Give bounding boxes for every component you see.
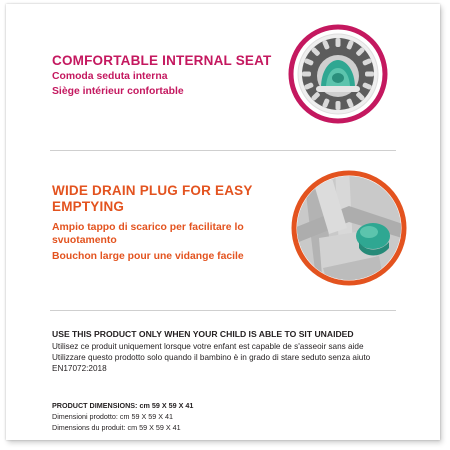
feature-subtitle-it: Comoda seduta interna — [52, 71, 168, 82]
dimensions-en: PRODUCT DIMENSIONS: cm 59 X 59 X 41 — [52, 401, 194, 410]
warning-text-it: Utilizzare questo prodotto solo quando il bambino è in grado di stare seduto senza aiuto — [52, 352, 371, 362]
product-dimensions — [52, 400, 193, 433]
feature-subtitle-it: Ampio tappo di scarico per facilitare lo svuotamento — [52, 222, 244, 246]
feature-drain-plug — [6, 156, 440, 306]
dimensions-it: Dimensioni prodotto: cm 59 X 59 X 41 — [52, 412, 174, 421]
feature-subtitle-fr: Siège intérieur confortable — [52, 86, 184, 97]
internal-seat-illustration — [288, 24, 388, 124]
warning-heading: USE THIS PRODUCT ONLY WHEN YOUR CHILD IS ABLE TO SIT UNAIDED — [52, 329, 354, 339]
warning-text-fr: Utilisez ce produit uniquement lorsque votre enfant est capable de s'asseoir sans aide — [52, 341, 364, 351]
section-divider — [50, 310, 396, 311]
product-info-card — [6, 4, 440, 440]
section-divider — [50, 150, 396, 151]
feature-subtitle-fr: Bouchon large pour une vidange facile — [52, 251, 244, 262]
safety-warning — [52, 329, 422, 374]
drain-plug-illustration — [289, 168, 409, 288]
feature-title: COMFORTABLE INTERNAL SEAT — [52, 53, 272, 68]
dimensions-fr: Dimensions du produit: cm 59 X 59 X 41 — [52, 423, 181, 432]
safety-standard: EN17072:2018 — [52, 363, 107, 373]
feature-title: WIDE DRAIN PLUG FOR EASY EMPTYING — [52, 183, 253, 214]
feature-internal-seat — [6, 4, 440, 144]
